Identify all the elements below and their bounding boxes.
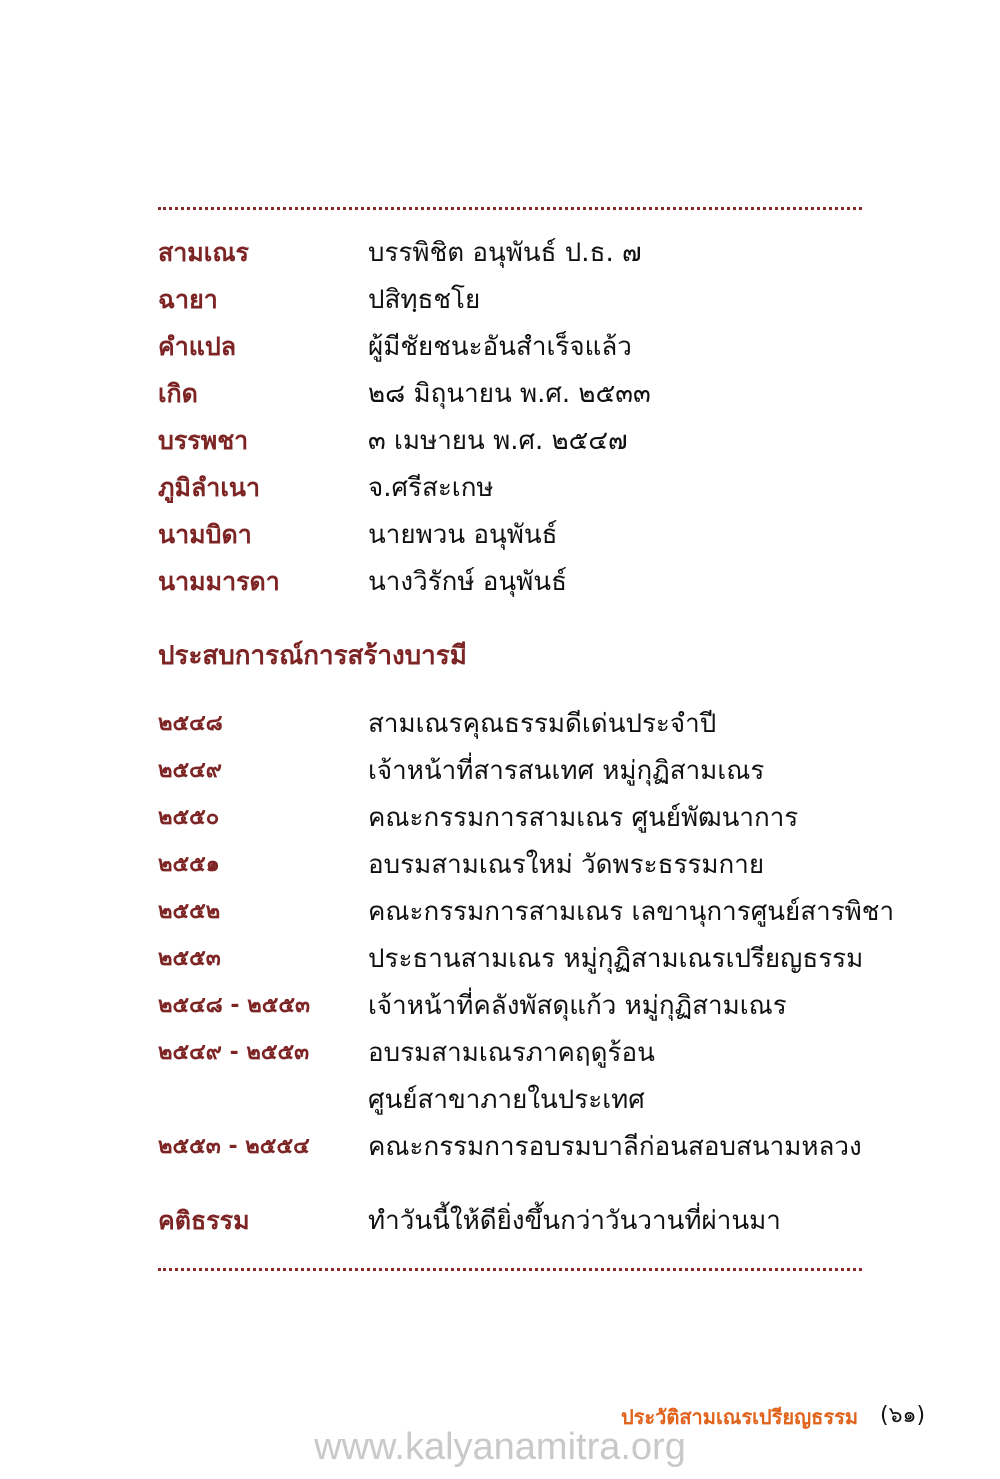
profile-label: ฉายา [158,285,218,314]
profile-value: ๓ เมษายน พ.ศ. ๒๕๔๗ [368,426,628,456]
experience-year: ๒๕๔๙ [158,758,222,783]
profile-row-mother [158,560,878,604]
profile-value: ปสิทฺธชโย [368,285,481,315]
page-number: (๖๑) [880,1403,926,1428]
bottom-dotted-divider [158,1268,862,1271]
profile-value: นางวิรักษ์ อนุพันธ์ [368,567,567,597]
profile-row-novice-name [158,231,878,275]
experience-row [158,1125,878,1169]
profile-value: ผู้มีชัยชนะอันสำเร็จแล้ว [368,332,632,362]
experience-row-continuation [158,1078,878,1122]
top-dotted-divider [158,207,862,210]
experience-row [158,702,878,746]
experience-row [158,937,878,981]
profile-row-birth [158,372,878,416]
experience-row [158,843,878,887]
watermark: www.kalyanamitra.org [314,1426,686,1468]
book-title: ประวัติสามเณรเปรียญธรรม [620,1405,858,1429]
profile-value: บรรพิชิต อนุพันธ์ ป.ธ. ๗ [368,238,642,268]
motto-label: คติธรรม [158,1206,250,1235]
profile-row-father [158,513,878,557]
profile-row-ordination-name [158,278,878,322]
experience-text: เจ้าหน้าที่สารสนเทศ หมู่กุฏิสามเณร [368,756,765,786]
experience-text: อบรมสามเณรภาคฤดูร้อน [368,1038,655,1068]
experience-text: คณะกรรมการสามเณร ศูนย์พัฒนาการ [368,803,799,833]
profile-value: จ.ศรีสะเกษ [368,473,494,503]
experience-row [158,1031,878,1075]
experience-year: ๒๕๕๑ [158,852,220,877]
profile-label: นามบิดา [158,520,252,549]
profile-label: เกิด [158,379,198,408]
profile-label: คำแปล [158,332,237,361]
profile-value: นายพวน อนุพันธ์ [368,520,558,550]
experience-year: ๒๕๕๓ - ๒๕๕๔ [158,1134,310,1159]
experience-text: เจ้าหน้าที่คลังพัสดุแก้ว หมู่กุฏิสามเณร [368,991,787,1021]
experience-year: ๒๕๕๓ [158,946,221,971]
experience-year: ๒๕๔๙ - ๒๕๕๓ [158,1040,310,1065]
profile-label: สามเณร [158,238,249,267]
experience-text: ประธานสามเณร หมู่กุฏิสามเณรเปรียญธรรม [368,944,864,974]
profile-label: นามมารดา [158,567,280,596]
experience-year: ๒๕๔๘ - ๒๕๕๓ [158,993,311,1018]
experience-year: ๒๕๕๒ [158,899,221,924]
experience-text: ศูนย์สาขาภายในประเทศ [368,1085,645,1115]
experience-text: อบรมสามเณรใหม่ วัดพระธรรมกาย [368,850,765,880]
experience-text: คณะกรรมการสามเณร เลขานุการศูนย์สารพิชา [368,897,895,927]
experience-row [158,984,878,1028]
profile-value: ๒๘ มิถุนายน พ.ศ. ๒๕๓๓ [368,379,651,409]
experience-text: คณะกรรมการอบรมบาลีก่อนสอบสนามหลวง [368,1132,862,1162]
experience-row [158,749,878,793]
experience-text: สามเณรคุณธรรมดีเด่นประจำปี [368,709,717,739]
experience-year: ๒๕๕๐ [158,805,220,830]
profile-row-ordination-date [158,419,878,463]
experience-heading: ประสบการณ์การสร้างบารมี [158,641,467,671]
experience-year: ๒๕๔๘ [158,711,223,736]
motto-row [158,1199,878,1243]
motto-value: ทำวันนี้ให้ดียิ่งขึ้นกว่าวันวานที่ผ่านมา [368,1206,781,1236]
experience-row [158,890,895,934]
profile-label: บรรพชา [158,426,249,455]
profile-label: ภูมิลำเนา [158,473,260,502]
profile-row-translation [158,325,878,369]
experience-row [158,796,878,840]
profile-row-hometown [158,466,878,510]
